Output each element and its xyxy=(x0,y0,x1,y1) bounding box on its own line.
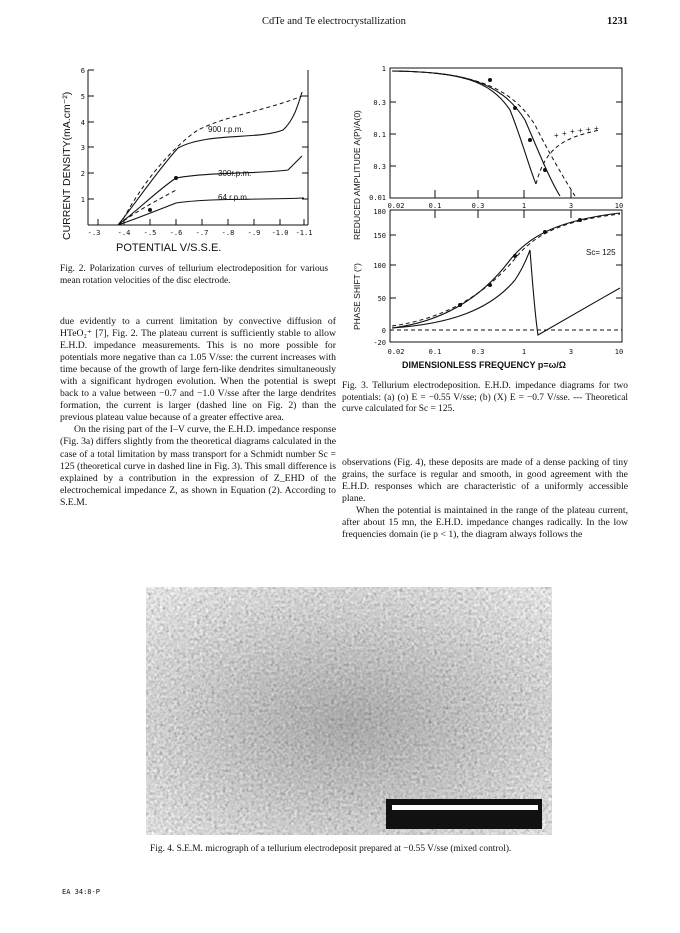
footer-code: EA 34:8-P xyxy=(62,888,100,896)
fig2-x-tick-1: -.4 xyxy=(117,229,131,237)
svg-text:+: + xyxy=(554,131,559,140)
fig3-bottom-x-tick-002: 0.02 xyxy=(387,348,405,356)
fig2-y-tick-2: 2 xyxy=(80,170,85,178)
fig3-bottom-y-tick-neg20: -20 xyxy=(373,339,386,347)
fig3-caption: Fig. 3. Tellurium electrodeposition. E.H.D. impedance diagrams for two potentials: (a) (o) E = −0.55 V/sse; (b) (X) E = −0.7 V/sse. --- Theoretical curve calculated for Sc = 125. xyxy=(342,381,628,415)
left-paragraph-2: On the rising part of the I–V curve, the E.H.D. impedance response (Fig. 3a) differs slightly from the theoretical diagrams calculated in the case of a total limitation by mass transport for a Schmidt number Sc = 125 (theoretical curve in dashed line in Fig. 3). This small difference is explained by a contribution in the expression of Z_EHD of the electrochemical impedance Z, as shown in Equation (2). According to S.E.M. xyxy=(60,424,336,508)
fig2-x-ticks xyxy=(98,219,304,225)
fig3-top-y-tick-1: 1 xyxy=(381,65,386,73)
svg-text:+: + xyxy=(562,129,567,138)
fig3-bottom-y-tick-150: 150 xyxy=(373,232,386,240)
left-text-column xyxy=(60,316,336,509)
fig3-bottom-x-tick-3: 3 xyxy=(568,348,574,356)
fig3-top-x-tick-10: 10 xyxy=(614,202,624,210)
fig2-y-tick-5: 5 xyxy=(80,93,85,101)
fig2-y-tick-6: 6 xyxy=(80,67,85,75)
fig3-top-y-label: REDUCED AMPLITUDE A(P)/A(0) xyxy=(352,110,362,240)
fig3-bottom-x-tick-03: 0.3 xyxy=(471,348,485,356)
fig3-bottom-y-label: PHASE SHIFT (°) xyxy=(352,263,362,330)
running-title: CdTe and Te electrocrystallization xyxy=(262,16,406,27)
svg-text:+: + xyxy=(578,126,583,135)
fig4-caption: Fig. 4. S.E.M. micrograph of a tellurium electrodeposit prepared at −0.55 V/sse (mixed control). xyxy=(150,844,512,854)
fig2-x-tick-5: -.8 xyxy=(221,229,235,237)
fig2-label-64: 64 r.p.m. xyxy=(218,193,250,202)
right-text-column xyxy=(342,457,628,541)
svg-text:+: + xyxy=(594,124,599,133)
left-paragraph-1: due evidently to a current limitation by convective diffusion of HTeO₂⁺ [7], Fig. 2. The plateau current is sufficiently stable to allow E.H.D. impedance measurements. This is no more possible for potentials more negative than ca 1.05 V/sse: the current increases with time because of the growth of large fern-like dendrites simultaneously with a significant hydrogen evolution. When the potential is swept back to a value between −0.7 and −1.0 V/sse after the large dendrites formation, the current is larger (dashed line on Fig. 2) than the previous plateau value because of a greater effective area. xyxy=(60,316,336,424)
fig4-scale-label: 40μm xyxy=(450,817,478,828)
fig3-bottom-y-tick-0: 0 xyxy=(381,327,386,335)
fig2-x-tick-4: -.7 xyxy=(195,229,209,237)
right-paragraph-1: observations (Fig. 4), these deposits are made of a dense packing of tiny grains, the surface is regular and smooth, in good agreement with the E.H.D. responses which are characteristic of a uniformly accessible plane. xyxy=(342,457,628,505)
fig2-y-tick-3: 3 xyxy=(80,144,85,152)
fig3-top-curve-a xyxy=(392,71,560,196)
svg-text:+: + xyxy=(586,125,591,134)
fig2-x-tick-2: -.5 xyxy=(143,229,157,237)
fig3-bottom-x-tick-01: 0.1 xyxy=(428,348,442,356)
fig2-point-300 xyxy=(174,176,178,180)
fig2-label-900: 900 r.p.m. xyxy=(208,125,244,134)
fig4-scale-bar xyxy=(392,805,538,810)
fig3-bottom-x-tick-10: 10 xyxy=(614,348,624,356)
fig3-top-y-tick-03a: 0.3 xyxy=(373,99,386,107)
fig2-y-ticks xyxy=(88,70,308,199)
fig2-point-64 xyxy=(148,208,152,212)
fig3-top-rise xyxy=(536,130,600,184)
fig4-micrograph xyxy=(146,587,552,835)
fig2-x-tick-0: -.3 xyxy=(87,229,101,237)
fig3-bottom-curve-b xyxy=(392,250,620,335)
fig2-x-tick-7: -1.0 xyxy=(271,229,289,237)
fig2-label-300: 300r.p.m. xyxy=(218,169,252,178)
fig3-bottom-x-tick-1: 1 xyxy=(521,348,527,356)
fig2-y-axis-label: CURRENT DENSITY(mA.cm⁻²) xyxy=(61,91,73,240)
fig3-top-curve-b xyxy=(392,71,536,184)
fig3-top-y-tick-001: 0.01 xyxy=(369,194,386,202)
fig3-top-y-tick-01: 0.1 xyxy=(373,131,386,139)
fig2-plot xyxy=(58,60,320,260)
fig3-top-theory xyxy=(392,71,575,196)
fig2-x-tick-6: -.9 xyxy=(247,229,261,237)
fig3-top-x-tick-1: 1 xyxy=(521,202,527,210)
fig3-bottom-y-tick-50: 50 xyxy=(377,295,386,303)
right-paragraph-2: When the potential is maintained in the range of the plateau current, after about 15 mn, the E.H.D. impedance changes radically. In the low frequencies domain (ie p < 1), the diagram always follows the xyxy=(342,505,628,541)
svg-text:+: + xyxy=(570,127,575,136)
fig2-x-tick-3: -.6 xyxy=(169,229,183,237)
fig3-top-x-tick-01: 0.1 xyxy=(428,202,442,210)
page-number: 1231 xyxy=(607,16,628,27)
fig2-dashed-curve-low xyxy=(118,190,176,225)
fig3-top-markers xyxy=(554,124,599,140)
fig2-y-tick-1: 1 xyxy=(80,196,85,204)
fig2-caption: Fig. 2. Polarization curves of tellurium electrodeposition for various mean rotation velocities of the disc electrode. xyxy=(60,264,328,286)
fig3-bottom-frame xyxy=(390,210,622,342)
fig3-bottom-theory xyxy=(392,214,620,326)
fig3-bottom-y-tick-100: 100 xyxy=(373,262,386,270)
fig3-top-x-tick-3: 3 xyxy=(568,202,574,210)
fig3-top-x-tick-03: 0.3 xyxy=(471,202,485,210)
fig2-curve-900rpm xyxy=(118,92,302,225)
fig3-sc-annotation: Sc= 125 xyxy=(586,248,616,257)
fig3-x-axis-label: DIMENSIONLESS FREQUENCY p=ω/Ω xyxy=(402,360,566,370)
fig3-bottom-curve-a xyxy=(392,213,620,328)
fig3-top-y-tick-03b: 0.3 xyxy=(373,163,386,171)
fig3-bottom-y-tick-180: 180 xyxy=(373,208,386,216)
fig2-x-axis-label: POTENTIAL V/S.S.E. xyxy=(116,242,222,254)
fig3-plot xyxy=(340,60,640,378)
fig2-y-tick-4: 4 xyxy=(80,119,85,127)
fig3-top-x-tick-002: 0.02 xyxy=(387,202,405,210)
fig2-x-tick-8: -1.1 xyxy=(295,229,313,237)
